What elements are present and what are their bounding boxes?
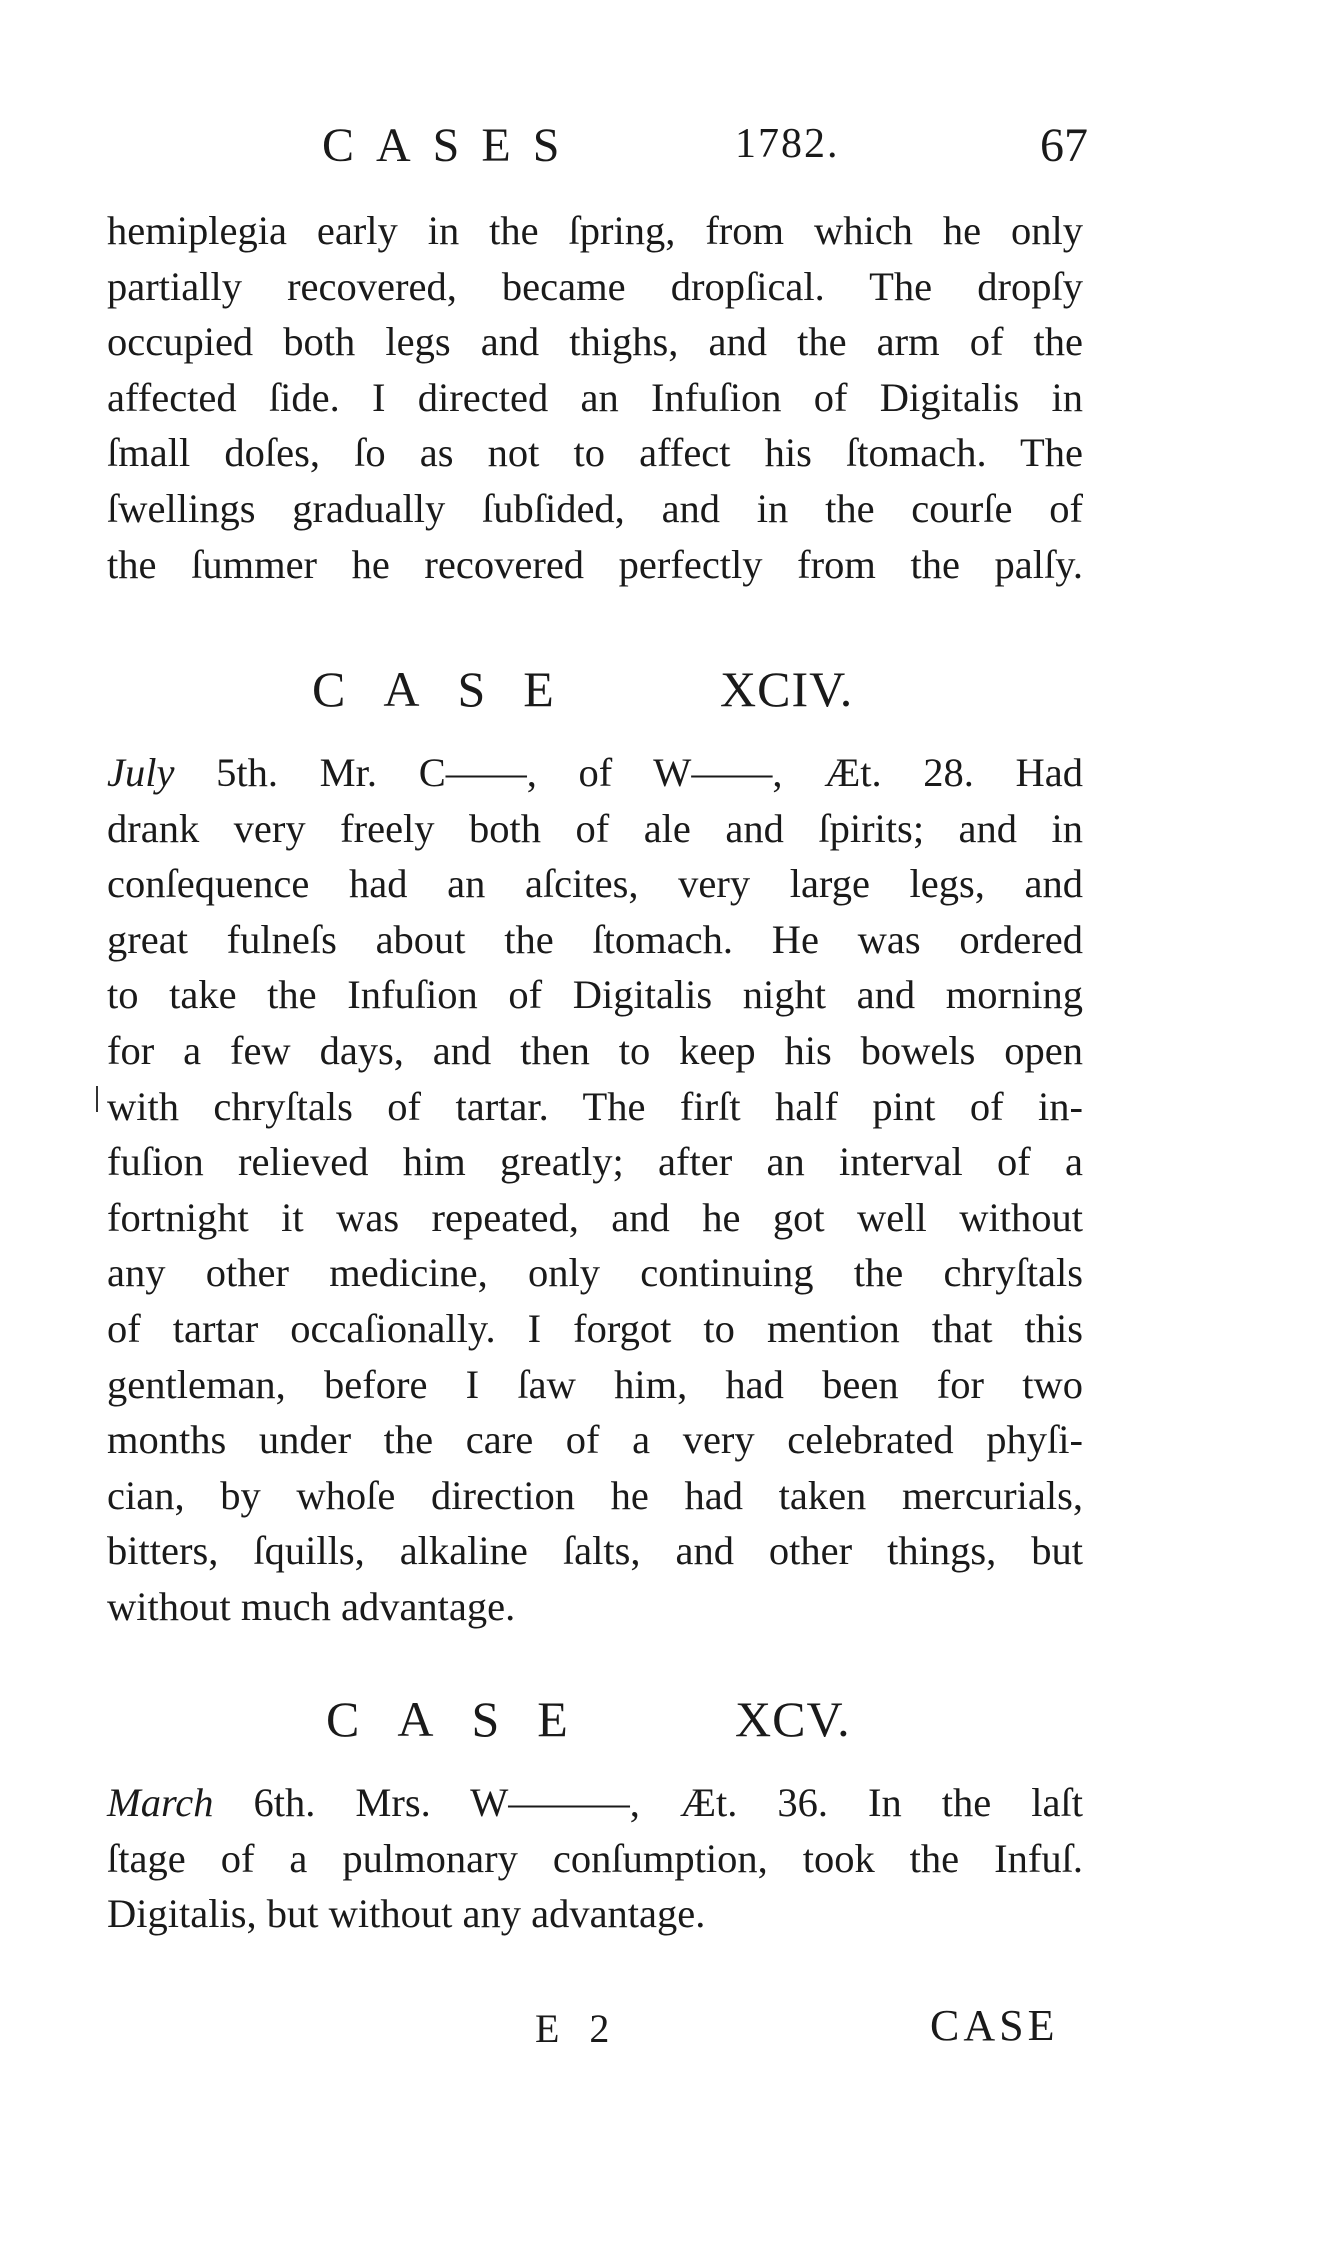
date-month: July [107,750,175,795]
text-line: any other medicine, only continuing the chryſtals [107,1250,1083,1296]
text-line: cian, by whoſe direction he had taken mercurials, [107,1472,1083,1518]
text-line: without much advantage. [107,1583,516,1629]
case-95-body [107,1775,1083,1942]
text-line: occupied both legs and thighs, and the arm of the [107,319,1083,365]
text-line [107,1775,1083,1831]
running-year: 1782. [735,121,840,167]
paragraph-continued [107,203,1083,592]
text-line: of tartar occaſionally. I forgot to mention that this [107,1305,1083,1351]
margin-mark [96,1086,98,1112]
text-line: with chryſtals of tartar. The firſt half pint of in- [107,1083,1083,1129]
text-line: fortnight it was repeated, and he got well without [107,1194,1083,1240]
text-line: ſtage of a pulmonary conſumption, took the Infuſ. [107,1835,1083,1881]
case-label: CASE [312,661,592,717]
text-line: drank very freely both of ale and ſpirits; and in [107,805,1083,851]
case-number: XCIV. [720,661,854,717]
text-line-rest: 6th. Mrs. W———, Æt. 36. In the laſt [213,1780,1083,1825]
date-month: March [107,1780,214,1825]
text-line: for a few days, and then to keep his bowels open [107,1027,1083,1073]
text-line: conſequence had an aſcites, very large legs, and [107,861,1083,907]
text-line: great fulneſs about the ſtomach. He was ordered [107,916,1083,962]
text-line: the ſummer he recovered perfectly from the palſy. [107,541,1083,587]
catchword: CASE [930,2001,1059,2050]
running-title: CASES [322,119,582,172]
text-line: ſwellings gradually ſubſided, and in the courſe of [107,485,1083,531]
case-94-body [107,745,1083,1635]
signature-mark: E 2 [535,2006,620,2051]
text-line: partially recovered, became dropſical. The dropſy [107,263,1083,309]
page-number: 67 [1040,119,1088,172]
text-line: gentleman, before I ſaw him, had been for two [107,1361,1083,1407]
case-label: CASE [326,1691,606,1747]
text-line: fuſion relieved him greatly; after an interval of a [107,1139,1083,1185]
text-line: affected ſide. I directed an Infuſion of Digitalis in [107,374,1083,420]
text-line: bitters, ſquills, alkaline ſalts, and other things, but [107,1528,1083,1574]
text-line: Digitalis, but without any advantage. [107,1891,706,1937]
text-line [107,745,1083,801]
text-line: months under the care of a very celebrated phyſi- [107,1417,1083,1463]
text-line: to take the Infuſion of Digitalis night and morning [107,972,1083,1018]
case-number: XCV. [735,1691,851,1747]
text-line: hemiplegia early in the ſpring, from which he only [107,208,1083,253]
text-line-rest: 5th. Mr. C——, of W——, Æt. 28. Had [174,750,1083,795]
text-line: ſmall doſes, ſo as not to affect his ſtomach. The [107,430,1083,476]
